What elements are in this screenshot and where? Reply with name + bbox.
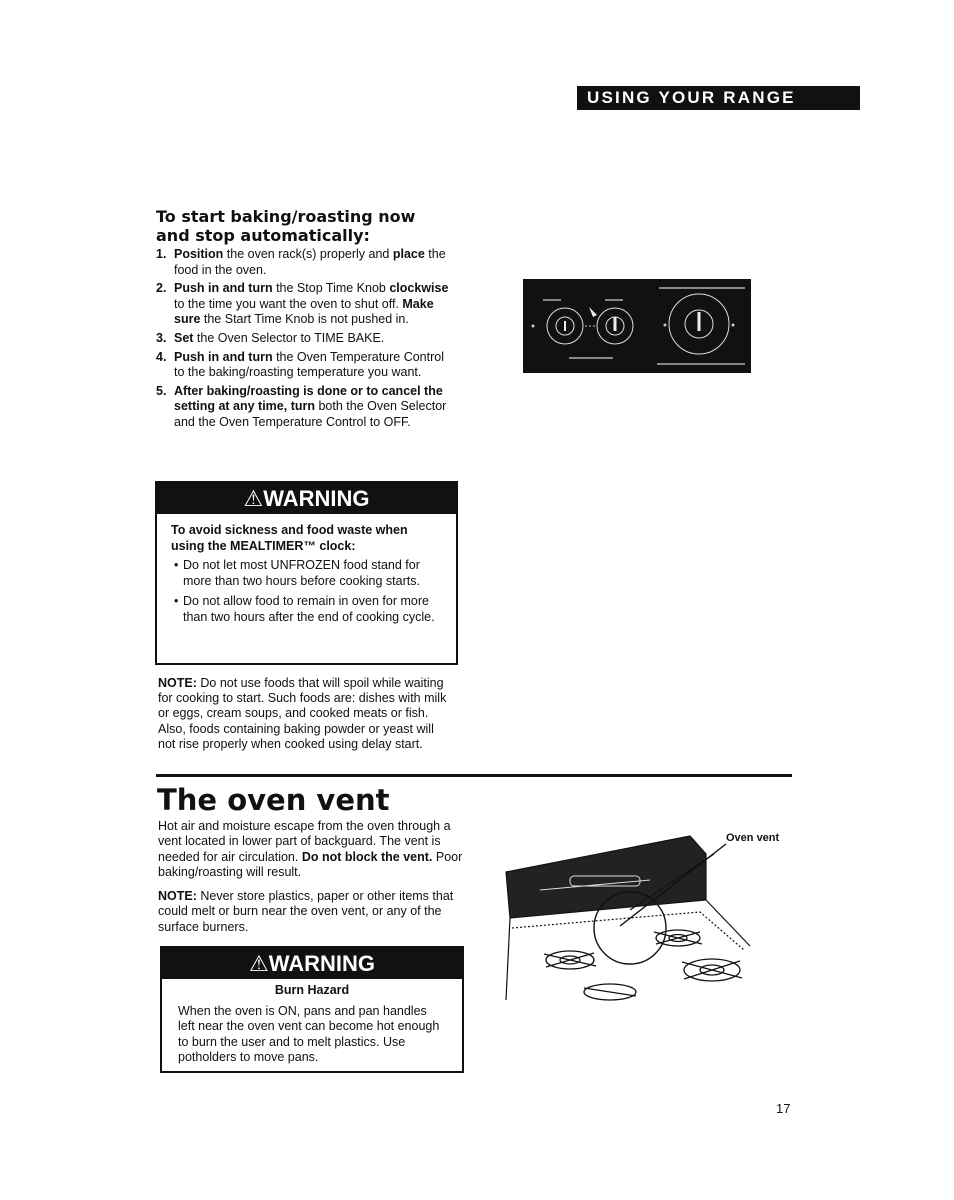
warning-triangle-icon: ⚠ [243, 486, 264, 511]
warning-title: ⚠WARNING [157, 483, 456, 514]
delay-start-note: NOTE: Do not use foods that will spoil while waiting for cooking to start. Such foods are: dishes with milk or eggs, cream soups, and cooked meats or fish. Also, foods containing baking powder or yeast will not rise properly when cooked using delay start. [158, 676, 447, 751]
step-item: 3. Set the Oven Selector to TIME BAKE. [156, 330, 385, 345]
baking-section-heading: To start baking/roasting now and stop automatically: [156, 207, 416, 245]
step-item: 5. After baking/roasting is done or to cancel the setting at any time, turn both the Oven Selector and the Oven Temperature Control to OFF. [156, 383, 447, 429]
section-divider [156, 774, 792, 777]
section-header-bar [577, 86, 860, 110]
control-panel-illustration [523, 279, 751, 373]
step-item: 1. Position the oven rack(s) properly and place the food in the oven. [156, 247, 446, 277]
warning-bullet: • Do not allow food to remain in oven for more than two hours after the end of cooking cycle. [174, 594, 435, 624]
section-header-title: USING YOUR RANGE [587, 88, 796, 107]
step-item: 2. Push in and turn the Stop Time Knob clockwise to the time you want the oven to shut off. Make sure the Start Time Knob is not pushed in. [156, 281, 449, 327]
bullet-icon: • [174, 558, 179, 572]
oven-vent-image-label: Oven vent [726, 832, 780, 844]
step-item: 4. Push in and turn the Oven Temperature Control to the baking/roasting temperature you want. [156, 349, 444, 380]
oven-vent-note: NOTE: Never store plastics, paper or other items that could melt or burn near the oven vent, or any of the surface burners. [158, 889, 454, 934]
warning-title: ⚠WARNING [162, 948, 462, 979]
range-top-illustration [500, 830, 760, 1002]
warning-triangle-icon: ⚠ [248, 951, 269, 976]
oven-vent-description: Hot air and moisture escape from the oven through a vent located in lower part of backguard. The vent is needed for air circulation. Do not block the vent. Poor baking/roasting will result. [158, 819, 463, 880]
page-number: 17 [776, 1101, 791, 1116]
burn-hazard-text: When the oven is ON, pans and pan handles left near the oven vent can become hot enough to burn the user and to melt plastics. Use potholders to move pans. [178, 1003, 440, 1064]
warning-box-mealtimer [155, 481, 458, 665]
warning-intro: To avoid sickness and food waste when using the MEALTIMER™ clock: [171, 523, 408, 553]
bullet-icon: • [174, 594, 179, 608]
baking-steps-list [156, 247, 456, 434]
burn-hazard-subtitle: Burn Hazard [274, 983, 350, 997]
warning-box-burn-hazard [160, 946, 464, 1073]
warning-bullet: • Do not let most UNFROZEN food stand for more than two hours before cooking starts. [174, 558, 420, 588]
oven-vent-title: The oven vent [157, 783, 390, 817]
